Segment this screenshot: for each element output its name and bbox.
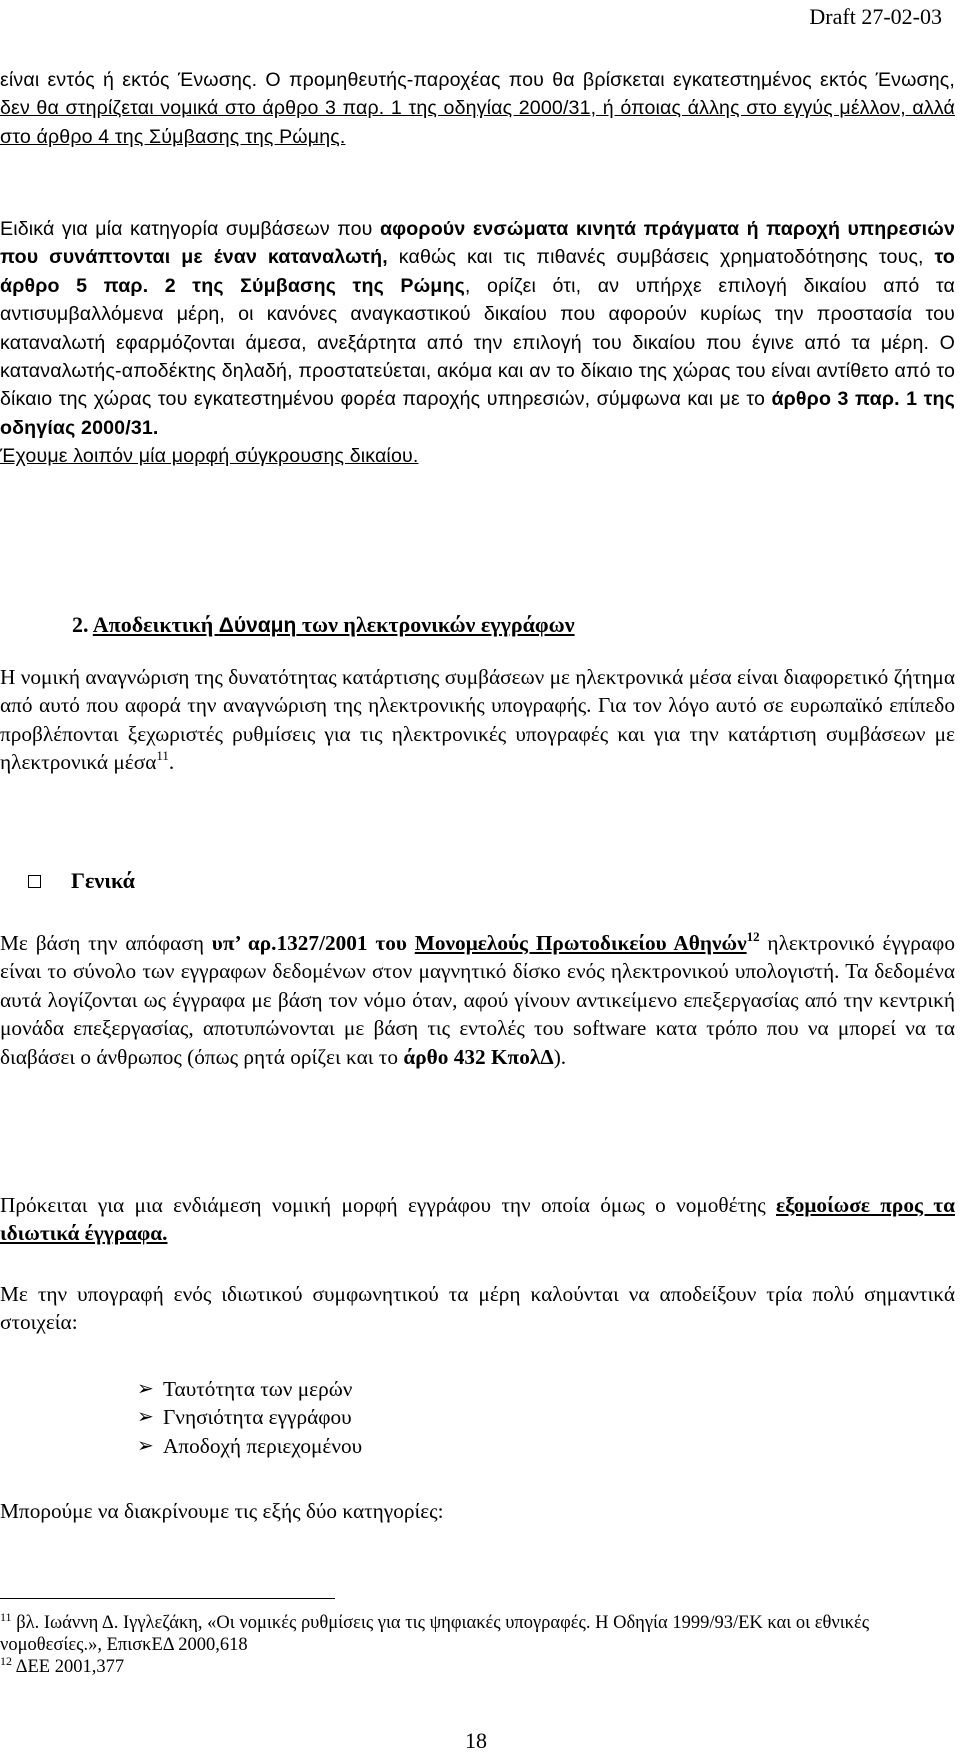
paragraph-text: ηλεκτρονικό έγγραφο είναι το σύνολο των εγγραφων δεδομένων στον μαγνητικό δίσκο ενός ηλεκτρονικού υπολογιστή. Τα δεδομένα αυτά λογίζονται ως έγγραφα με βάση τον νόμο όταν, αφού γίνουν αντικείμενο επεξεργασίας από την κεντρική μονάδα επεξεργασίας, αποτυπώνονται με βάση τις εντολές του software κατα τρόπο που να μπορεί να τα διαβάσει ο άνθρωπος (όπως ρητά ορίζει και το <box>0 931 956 1069</box>
footnote <box>0 1612 955 1656</box>
bold-text: υπ’ αρ.1327/2001 του <box>211 931 415 955</box>
list-item-label: Αποδοχή περιεχομένου <box>163 1433 363 1458</box>
bold-underlined-text: Μονομελούς Πρωτοδικείου Αθηνών <box>414 931 747 955</box>
list-item-label: Γνησιότητα εγγράφου <box>163 1405 352 1430</box>
paragraph-text: καθώς και τις πιθανές συμβάσεις χρηματοδότησης τους, <box>387 246 935 269</box>
paragraph-text: Ειδικά για μία κατηγορία συμβάσεων που <box>0 218 380 240</box>
list-item-label: Ταυτότητα των μερών <box>163 1377 353 1401</box>
footnote-ref: 12 <box>746 929 760 944</box>
heading-text: Δύναμη <box>218 614 297 637</box>
draft-header: Draft 27-02-03 <box>809 4 942 29</box>
bullet-list <box>137 1375 362 1460</box>
footnote-number: 12 <box>0 1654 12 1668</box>
bold-text: το άρθρο 5 παρ. 2 της Σύμβασης της Ρώμης <box>0 246 956 297</box>
paragraph-text: Με βάση την απόφαση <box>0 931 212 955</box>
checkbox-bullet-icon <box>28 875 41 888</box>
subheading-label: Γενικά <box>71 868 135 893</box>
arrowhead-bullet-icon: ➢ <box>137 1378 154 1400</box>
paragraph-legal-recognition <box>0 663 955 777</box>
paragraph-consumer-contracts <box>0 215 955 471</box>
footnote-text: βλ. Ιωάννη Δ. Ιγγλεζάκη, «Οι νομικές ρυθμίσεις για τις ψηφιακές υπογραφές. Η Οδηγία 1999/93/ΕΚ και οι εθνικές νομοθεσίες.», ΕπισκΕΔ 2000,618 <box>0 1613 870 1655</box>
paragraph-court-decision <box>0 929 955 1071</box>
underlined-text: Έχουμε λοιπόν μία μορφή σύγκρουσης δικαίου. <box>0 445 419 468</box>
heading-text: των ηλεκτρονικών εγγράφων <box>296 612 575 637</box>
paragraph-text: Μπορούμε να διακρίνουμε τις εξής δύο κατηγορίες: <box>0 1499 444 1523</box>
paragraph-intermediate-form <box>0 1191 955 1248</box>
list-item <box>137 1375 362 1403</box>
heading-text: Αποδεικτική <box>92 612 219 637</box>
paragraph-text: . <box>168 750 175 775</box>
paragraph-text: Πρόκειται για μια ενδιάμεση νομική μορφή εγγράφου την οποία όμως ο νομοθέτης <box>0 1193 777 1217</box>
footnote-ref: 11 <box>156 748 169 764</box>
paragraph-text: , ορίζει ότι, αν υπήρχε επιλογή δικαίου από τα αντισυμβαλλόμενα μέρη, οι κανόνες αναγκαστικού δικαίου που αφορούν κυρίως την προστασία του καταναλωτή εφαρμόζονται άμεσα, ανεξάρτητα από την επιλογή του δικαίου που έγινε από τα μέρη. Ο καταναλωτής-αποδέκτης δηλαδή, προστατεύεται, ακόμα και αν το δίκαιο της χώρας του είναι αντίθετο από το δίκαιο της χώρας του εγκατεστημένου φορέα παροχής υπηρεσιών, σύμφωνα και με το <box>0 274 956 411</box>
footnote-separator <box>0 1598 335 1599</box>
footnote <box>0 1656 955 1678</box>
arrowhead-bullet-icon: ➢ <box>137 1434 154 1457</box>
bold-text: άρθρο 3 παρ. 1 της οδηγίας 2000/31. <box>0 388 956 439</box>
bold-text: αφορούν ενσώματα κινητά πράγματα ή παροχή υπηρεσιών που συνάπτονται με έναν καταναλωτή, <box>0 218 955 269</box>
heading-number: 2. <box>72 612 93 637</box>
footnote-number: 11 <box>0 1610 12 1624</box>
bold-underlined-text: εξομοίωσε προς τα ιδιωτικά έγγραφα. <box>0 1193 955 1246</box>
footnotes <box>0 1612 955 1678</box>
paragraph-text: είναι εντός ή εκτός Ένωσης. Ο προμηθευτής-παροχέας που θα βρίσκεται εγκατεστημένος εκτός Ένωσης, <box>0 69 955 91</box>
paragraph-categories <box>0 1497 955 1525</box>
bold-text: άρθο 432 ΚπολΔ <box>403 1044 554 1069</box>
paragraph-text: ). <box>553 1044 567 1069</box>
section-heading <box>72 612 575 638</box>
paragraph-signature <box>0 1280 955 1337</box>
page-number: 18 <box>465 1728 487 1753</box>
list-item <box>137 1403 362 1431</box>
paragraph-text: Με την υπογραφή ενός ιδιωτικού συμφωνητικού τα μέρη καλούνται να αποδείξουν τρία πολύ σημαντικά στοιχεία: <box>0 1282 955 1335</box>
footnote-text: ΔΕΕ 2001,377 <box>12 1657 125 1677</box>
subheading-general <box>28 868 135 894</box>
list-item <box>137 1432 362 1460</box>
paragraph-text: Η νομική αναγνώριση της δυνατότητας κατάρτισης συμβάσεων με ηλεκτρονικά μέσα είναι διαφορετικό ζήτημα από αυτό που αφορά την αναγνώριση της ηλεκτρονικής υπογραφής. Για τον λόγο αυτό σε ευρωπαϊκό επίπεδο προβλέπονται ξεχωριστές ρυθμίσεις για τις ηλεκτρονικές υπογραφές και για την κατάρτιση συμβάσεων με ηλεκτρονικά μέσα <box>0 665 955 775</box>
underlined-text: δεν θα στηρίζεται νομικά στο άρθρο 3 παρ. 1 της οδηγίας 2000/31, ή όποιας άλλης στο εγγύς μέλλον, αλλά στο άρθρο 4 της Σύμβασης της Ρώμης. <box>0 97 955 148</box>
paragraph-roma-convention <box>0 66 955 151</box>
arrowhead-bullet-icon: ➢ <box>137 1406 154 1429</box>
